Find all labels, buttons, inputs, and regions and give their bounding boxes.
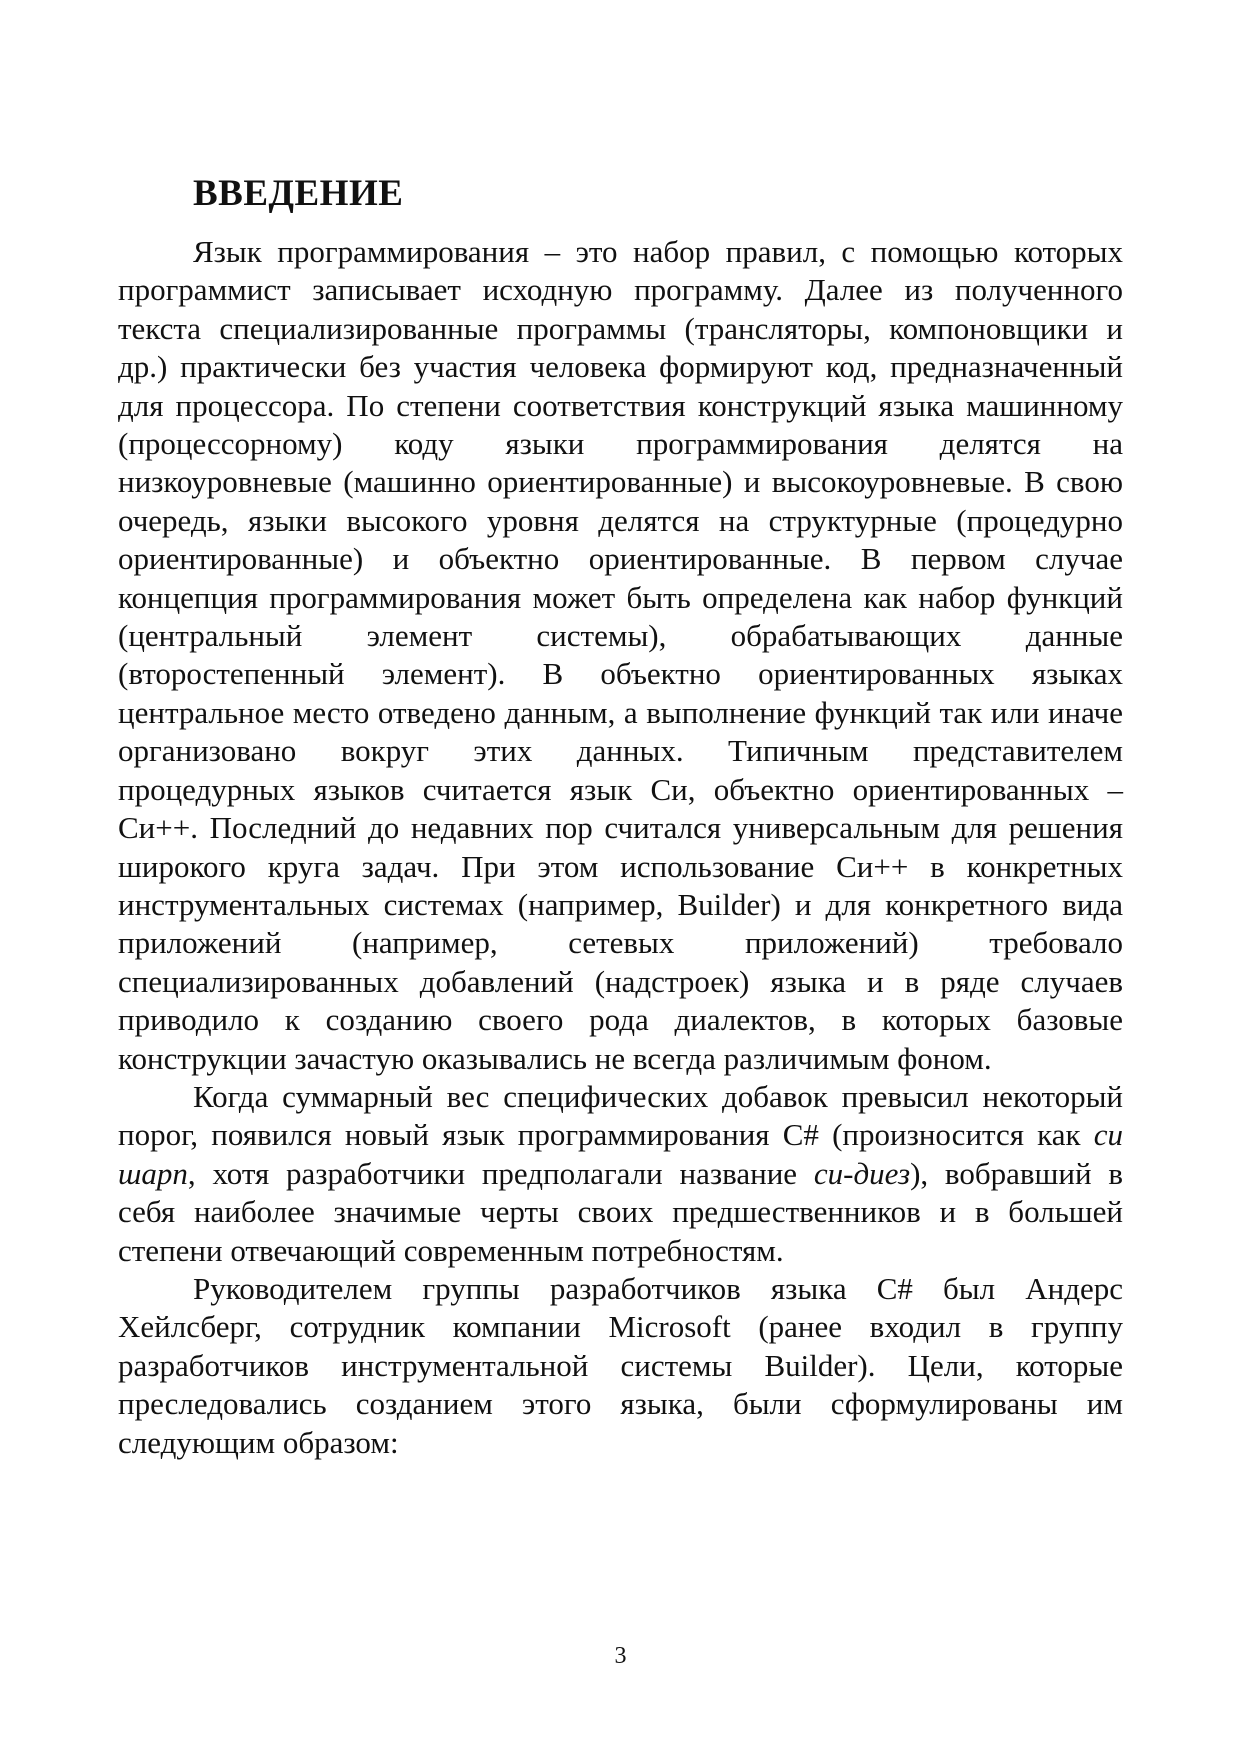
paragraph [118, 233, 1123, 1078]
text-segment: Когда суммарный вес специфических добавок превысил некоторый порог, появился новый язык программирования C# (произносится как [118, 1078, 1123, 1153]
page-number: 3 [614, 1643, 627, 1669]
text-segment: , хотя разработчики предполагали название [187, 1155, 814, 1191]
italic-term: си шарп [118, 1117, 1123, 1191]
body-text [118, 233, 1123, 1462]
text-segment: Язык программирования – это набор правил, с помощью которых программист записывает исходную программу. Далее из полученного текста специализированные программы (трансляторы, компоновщики и др.) практически без участия человека формируют код, предназначенный для процессора. По степени соответствия конструкций языка машинному (процессорному) коду языки программирования делятся на низкоуровневые (машинно ориентированные) и высокоуровневые. В свою очередь, языки высокого уровня делятся на структурные (процедурно ориентированные) и объектно ориентированные. В первом случае концепция программирования может быть определена как набор функций (центральный элемент системы), обрабатывающих данные (второстепенный элемент). В объектно ориентированных языках центральное место отведено данным, а выполнение функций так или иначе организовано вокруг этих данных. Типичным представителем процедурных языков считается язык Си, объектно ориентированных – Си++. Последний до недавних пор считался универсальным для решения широкого круга задач. При этом использование Си++ в конкретных инструментальных системах (например, Builder) и для конкретного вида приложений (например, сетевых приложений) требовало специализированных добавлений (надстроек) языка и в ряде случаев приводило к созданию своего рода диалектов, в которых базовые конструкции зачастую оказывались не всегда различимым фоном. [118, 234, 1123, 1076]
text-segment: ), вобравший в себя наиболее значимые черты своих предшественников и в большей степени отвечающий современным потребностям. [118, 1155, 1124, 1268]
italic-term: си-диез [813, 1155, 911, 1191]
paragraph [118, 1270, 1123, 1462]
text-segment: Руководителем группы разработчиков языка C# был Андерс Хейлсберг, сотрудник компании Microsoft (ранее входил в группу разработчиков инструментальной системы Builder). Цели, которые преследовались созданием этого языка, были сформулированы им следующим образом: [118, 1270, 1123, 1460]
section-heading: ВВЕДЕНИЕ [193, 173, 404, 214]
paragraph [118, 1078, 1123, 1270]
